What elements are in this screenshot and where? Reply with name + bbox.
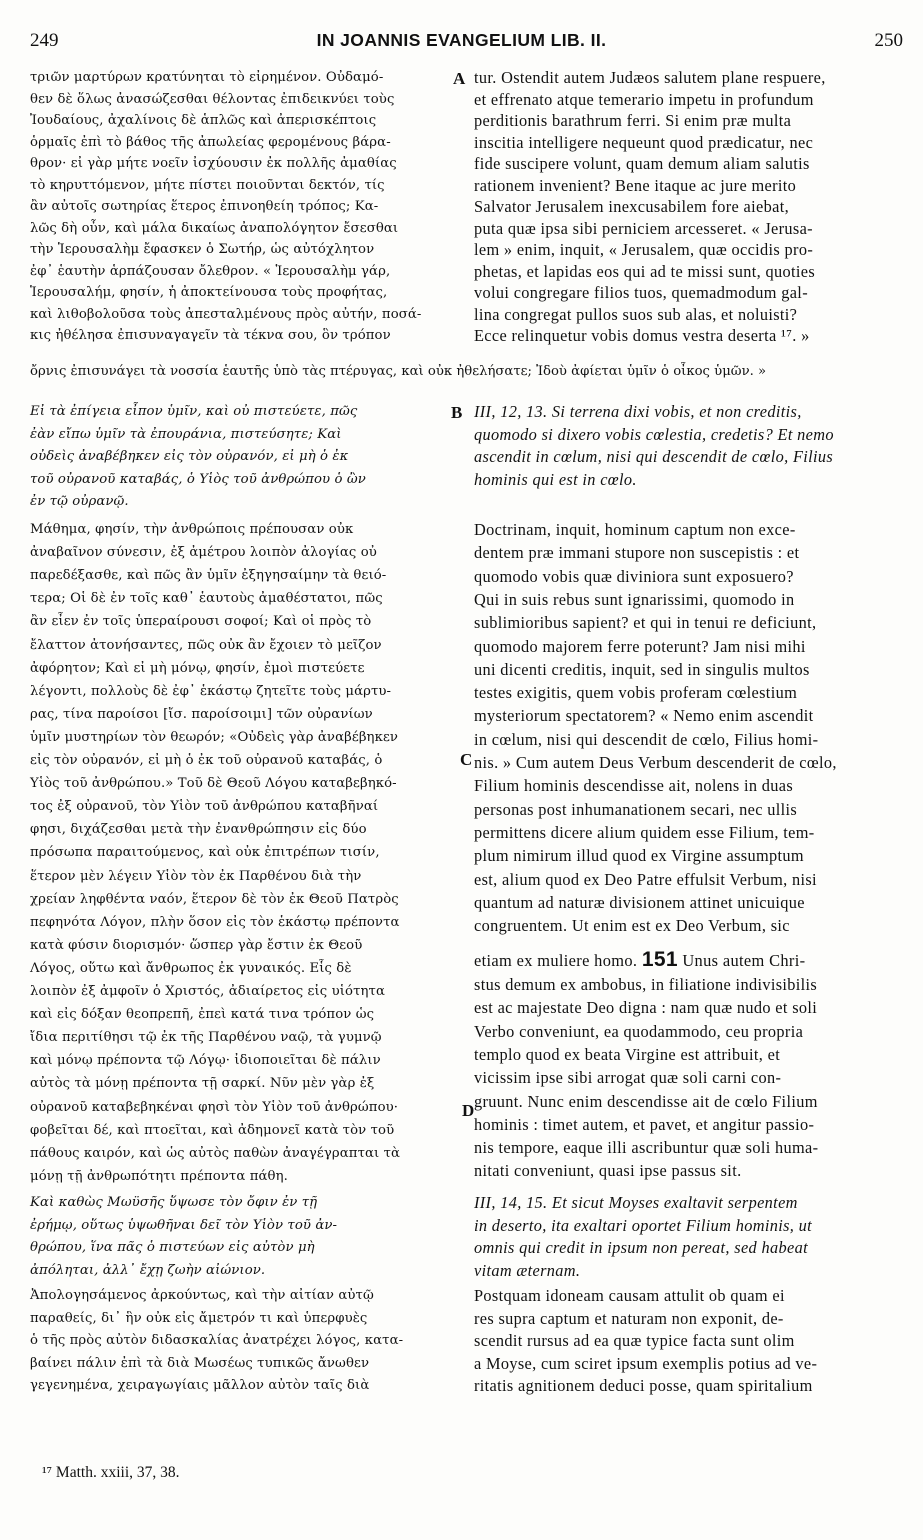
- latin-text-line: lem » enim, inquit, « Jerusalem, quæ occidis pro-: [474, 240, 814, 259]
- latin-text-line: Doctrinam, inquit, hominum captum non exce-: [474, 520, 796, 539]
- latin-text-line: Salvator Jerusalem inexcusabilem fore aiebat,: [474, 197, 790, 216]
- greek-text-line: θρον· εἰ γὰρ μήτε νοεῖν ἰσχύουσιν ἐκ πολλῆς ἀμαθίας: [30, 156, 397, 171]
- latin-text-line: Filium hominis descendisse ait, nolens in duas: [474, 776, 794, 796]
- latin-text-line: nis. » Cum autem Deus Verbum descenderit de cœlo,: [474, 753, 837, 772]
- latin-text-line: uni dicenti creditis, inquit, sed in singulis multos: [474, 659, 810, 679]
- latin-text-line: perditionis barathrum ferri. Si enim præ multa: [474, 111, 792, 130]
- latin-text-line: testes exigitis, quem vobis proferam cœlestium: [474, 683, 798, 703]
- greek-lemma-line: Εἰ τὰ ἐπίγεια εἶπον ὑμῖν, καὶ οὐ πιστεύετε, πῶς: [30, 404, 358, 419]
- full-width-line: ὄρνις ἐπισυνάγει τὰ νοσσία ἑαυτῆς ὑπὸ τὰς πτέρυγας, καὶ οὐκ ἠθελήσατε; Ἰδοὺ ἀφίεται ὑμῖν ὁ οἶκος ὑμῶν. »: [30, 364, 767, 379]
- latin-lemma-line: quomodo si dixero vobis cœlestia, credetis? Et nemo: [474, 424, 834, 444]
- greek-lemma-line: ἐὰν εἴπω ὑμῖν τὰ ἐπουράνια, πιστεύσητε; Καὶ: [30, 426, 342, 442]
- greek-text-line: ὁρμαῖς ἐπὶ τὸ βάθος τῆς ἀπωλείας φερομένους βάρα-: [30, 134, 391, 150]
- latin-text-line: vicissim ipse sibi arrogat quæ soli carni con-: [474, 1068, 782, 1088]
- running-title: IN JOANNIS EVANGELIUM LIB. II.: [316, 30, 607, 50]
- latin-lemma-line: ascendit in cœlum, nisi qui descendit de cœlo, Filius: [474, 447, 834, 466]
- latin-text-line: lina congregat pullos suos sub alas, et noluisti?: [474, 304, 798, 324]
- latin-text-line: phetas, et lapidas eos qui ad te missi sunt, quoties: [474, 261, 816, 281]
- margin-letter-a: A: [453, 69, 466, 88]
- greek-text-line: ἀφόρητον; Καὶ εἰ μὴ μόνῳ, φησίν, ἐμοὶ πιστεύετε: [30, 660, 365, 676]
- greek-text-line: καὶ εἰς δόξαν θεοπρεπῆ, ἐπεὶ κατά τινα τρόπον ὡς: [30, 1007, 375, 1023]
- latin-text-line: inscitia intelligere nequeunt quod prædicatur, nec: [474, 132, 814, 152]
- greek-text-line: γεγενημένα, χειραγωγίαις μᾶλλον αὐτὸν ταῖς διὰ: [30, 1378, 370, 1393]
- greek-lemma-line: οὐδεὶς ἀναβέβηκεν εἰς τὸν οὐρανόν, εἰ μὴ ὁ ἐκ: [30, 449, 349, 464]
- greek-text-line: φοβεῖται δέ, καὶ πτοεῖται, καὶ ἀδημονεῖ κατὰ τὸν τοῦ: [30, 1122, 395, 1138]
- latin-lemma-line: III, 12, 13. Si terrena dixi vobis, et non creditis,: [474, 402, 802, 421]
- greek-text-line: ἂν εἶεν ἐν τοῖς ὑπεραίρουσι σοφοί; Καὶ οἱ πρὸς τὸ: [30, 614, 372, 630]
- latin-text-line: quomodo majorem ferre poterunt? Jam nisi mihi: [474, 636, 806, 656]
- greek-text-line: φησι, διχάζεσθαι μετὰ τὴν ἐνανθρώπησιν εἰς δύο: [30, 822, 367, 838]
- latin-text-line: nis tempore, eaque illi ascribuntur quæ soli huma-: [474, 1138, 819, 1158]
- latin-text-line: nitati conveniunt, quasi ipse passus sit.: [474, 1161, 742, 1181]
- latin-text-line: plum nimirum illud quod ex Virgine assumptum: [474, 846, 804, 866]
- latin-text-line: in cœlum, nisi qui descendit de cœlo, Filius homi-: [474, 729, 819, 749]
- greek-text-line: λῶς δὴ οὖν, καὶ μάλα δικαίως ἀναπολόγητον ἔσεσθαι: [30, 220, 399, 236]
- greek-text-line: Ἱερουσαλήμ, φησίν, ἡ ἀποκτείνουσα τοὺς προφήτας,: [30, 285, 388, 300]
- latin-text-line: gruunt. Nunc enim descendisse ait de cœlo Filium: [474, 1091, 818, 1111]
- latin-text-line: ritatis agnitionem deduci posse, quam spiritalium: [474, 1376, 813, 1395]
- latin-text-line: mysteriorum spectatorem? « Nemo enim ascendit: [474, 706, 814, 726]
- latin-text-line: congruentem. Ut enim est ex Deo Verbum, sic: [474, 916, 790, 936]
- greek-text-line: τὸ κηρυττόμενον, μήτε πίστει ποιοῦνται δεκτόν, τίς: [30, 177, 385, 193]
- greek-text-line: χρείαν ληφθέντα ναόν, ἕτερον δὲ τὸν ἐκ Θεοῦ Πατρὸς: [30, 891, 399, 907]
- latin-lemma-line: III, 14, 15. Et sicut Moyses exaltavit serpentem: [474, 1193, 798, 1212]
- latin-text-line: rationem invenient? Bene itaque ac jure merito: [474, 175, 797, 195]
- greek-text-line: τος ἐξ οὐρανοῦ, τὸν Υἱὸν τοῦ ἀνθρώπου καταβῆναί: [30, 799, 379, 815]
- greek-text-line: παραθείς, δι᾽ ἣν οὐκ εἰς ἄμετρόν τι καὶ ὑπερφυὲς: [30, 1310, 368, 1326]
- footnote: ¹⁷ Matth. xxiii, 37, 38.: [42, 1464, 180, 1481]
- margin-letter-c: C: [460, 750, 473, 769]
- latin-text-line: quantum ad naturæ divisionem attinet unicuique: [474, 892, 805, 912]
- latin-text-line: templo quod ex beata Virgine est attribuit, et: [474, 1044, 781, 1064]
- latin-text-line: puta quæ ipsa sibi perniciem arcesseret. « Jerusa-: [474, 218, 813, 238]
- latin-text-line: scendit rursus ad ea quæ typice facta sunt olim: [474, 1331, 795, 1350]
- latin-text-line: tur. Ostendit autem Judæos salutem plane respuere,: [474, 68, 826, 87]
- greek-text-line: κατὰ φύσιν διορισμόν· ὥσπερ γὰρ ἔστιν ἐκ Θεοῦ: [30, 937, 363, 953]
- latin-text-line: stus demum ex ambobus, in filiatione indivisibilis: [474, 975, 818, 994]
- latin-text-line: Qui in suis rebus sunt ignarissimi, quomodo in: [474, 589, 795, 609]
- greek-text-line: Μάθημα, φησίν, τὴν ἀνθρώποις πρέπουσαν οὐκ: [30, 522, 354, 537]
- greek-text-line: λοιπὸν ἐξ ἀμφοῖν ὁ Χριστός, ἀδιαίρετος εἰς υἱότητα: [30, 984, 386, 999]
- latin-text-line: hominis : timet autem, et pavet, et angitur passio-: [474, 1114, 815, 1134]
- greek-text-line: Υἱὸς τοῦ ἀνθρώπου.» Τοῦ δὲ Θεοῦ Λόγου καταβεβηκό-: [30, 776, 397, 792]
- greek-text-line: ἴδια περιτίθησι τῷ ἐκ τῆς Παρθένου ναῷ, τὰ γυμνῷ: [30, 1030, 382, 1046]
- margin-letter-d: D: [462, 1101, 475, 1120]
- greek-text-line: ἂν αὐτοῖς σωτηρίας ἕτερος ἐπινοηθείη τρόπος; Κα-: [30, 199, 379, 214]
- greek-text-line: Λόγος, οὕτω καὶ ἄνθρωπος ἐκ γυναικός. Εἷς δὲ: [30, 960, 352, 976]
- greek-text-line: ρας, τίνα παροίσοι [ἴσ. παροίσοιμι] τῶν οὐρανίων: [30, 706, 373, 722]
- greek-text-line: αὐτὸς τὰ μόνῃ πρέποντα τῇ σαρκί. Νῦν μὲν γὰρ ἐξ: [30, 1076, 375, 1092]
- greek-text-line: ὑμῖν μυστηρίων τὸν θεωρόν; «Οὐδεὶς γὰρ ἀναβέβηκεν: [30, 729, 399, 745]
- greek-text-line: πρόσωπα παραιτούμενος, καὶ οὐκ ἐπιτρέπων τισίν,: [30, 845, 380, 861]
- greek-text-line: ἔλαττον ἀτονήσαντες, πῶς οὐκ ἂν ἔχοιεν τὸ μεῖζον: [30, 637, 382, 653]
- latin-text-line: volui congregare filios tuos, quemadmodum gal-: [474, 283, 808, 302]
- greek-text-line: Ἀπολογησάμενος ἀρκούντως, καὶ τὴν αἰτίαν αὐτῷ: [30, 1288, 374, 1303]
- greek-text-line: πάθους καιρόν, καὶ ὡς αὐτὸς παθὼν ἀναγέγραπται τὰ: [30, 1145, 401, 1161]
- greek-text-line: ἕτερον μὲν λέγειν Υἱὸν τὸν ἐκ Παρθένου διὰ τὴν: [30, 868, 362, 884]
- greek-lemma-line: τοῦ οὐρανοῦ καταβάς, ὁ Υἱὸς τοῦ ἀνθρώπου ὁ ὢν: [30, 471, 366, 487]
- latin-text-line: Postquam idoneam causam attulit ob quam ei: [474, 1286, 785, 1305]
- greek-text-line: τριῶν μαρτύρων κρατύνηται τὸ εἰρημένον. Οὐδαμό-: [30, 70, 384, 85]
- greek-text-line: ὁ τῆς πρὸς αὐτὸν διδασκαλίας ἀνατρέχει λόγος, κατα-: [30, 1333, 404, 1348]
- latin-text-before-marker: etiam ex muliere homo.: [474, 951, 638, 970]
- greek-lemma-line: Καὶ καθὼς Μωϋσῆς ὕψωσε τὸν ὄφιν ἐν τῇ: [30, 1195, 318, 1210]
- latin-lemma-line: hominis qui est in cœlo.: [474, 469, 637, 489]
- greek-text-line: οὐρανοῦ καταβεβηκέναι φησὶ τὸν Υἱὸν τοῦ ἀνθρώπου·: [30, 1099, 399, 1115]
- latin-text-line: Ecce relinquetur vobis domus vestra deserta ¹⁷. »: [474, 326, 810, 345]
- greek-text-line: τὴν Ἱερουσαλὴμ ἔφασκεν ὁ Σωτήρ, ὡς αὐτόχλητον: [30, 242, 375, 257]
- latin-text-line: quomodo vobis quæ diviniora sunt exposuero?: [474, 566, 794, 586]
- greek-text-line: θεν δὲ ὅλως ἀνασώζεσθαι θέλοντας ἐπιδεικνύει τοὺς: [30, 91, 395, 107]
- greek-text-line: καὶ μόνῳ πρέποντα τῷ Λόγῳ· ἰδιοποιεῖται δὲ πάλιν: [30, 1053, 381, 1069]
- latin-text-line: personas post inhumanationem secari, nec ullis: [474, 799, 798, 819]
- latin-line-column-marker: [474, 950, 904, 971]
- column-number: 151: [641, 948, 678, 971]
- latin-lemma-line: in deserto, ita exaltari oportet Filium hominis, ut: [474, 1215, 813, 1235]
- greek-text-line: παρεδέξασθε, καὶ πῶς ἂν ὑμῖν ἐξηγησαίμην τὰ θειό-: [30, 568, 387, 584]
- latin-text-line: Verbo conveniunt, ea quodammodo, ceu propria: [474, 1021, 804, 1041]
- greek-text-line: εἰς τὸν οὐρανόν, εἰ μὴ ὁ ἐκ τοῦ οὐρανοῦ καταβάς, ὁ: [30, 753, 383, 768]
- latin-lemma-line: vitam æternam.: [474, 1260, 581, 1280]
- latin-text-line: permittens dicere alium quidem esse Filium, tem-: [474, 822, 815, 842]
- greek-text-line: λέγοντι, πολλοὺς δὲ ἐφ᾽ ἑκάστῳ ζητεῖτε τοὺς μάρτυ-: [30, 683, 392, 699]
- greek-text-line: βαίνει πάλιν ἐπὶ τὰ διὰ Μωσέως τυπικῶς ἄνωθεν: [30, 1355, 370, 1371]
- latin-text-line: dentem præ immani stupore non suscepistis : et: [474, 543, 800, 563]
- page-number-right: 250: [874, 30, 903, 51]
- greek-lemma-line: ἐρήμῳ, οὕτως ὑψωθῆναι δεῖ τὸν Υἱὸν τοῦ ἀν-: [30, 1217, 338, 1233]
- greek-lemma-line: θρώπου, ἵνα πᾶς ὁ πιστεύων εἰς αὐτὸν μὴ: [30, 1240, 315, 1255]
- latin-lemma-line: omnis qui credit in ipsum non pereat, sed habeat: [474, 1238, 808, 1257]
- greek-text-line: Ἰουδαίους, ἀχαλίνοις δὲ ἁπλῶς καὶ ἀπερισκέπτοις: [30, 113, 377, 128]
- latin-text-line: et effrenato atque temerario impetu in profundum: [474, 89, 814, 109]
- greek-text-line: πεφηνότα Λόγον, πλὴν ὅσον εἰς τὸν ἑκάστῳ πρέποντα: [30, 914, 400, 930]
- greek-text-line: ἐφ᾽ ἑαυτὴν ἁρπάζουσαν ὄλεθρον. « Ἱερουσαλὴμ γάρ,: [30, 263, 391, 279]
- latin-text-line: sublimioribus sapient? et qui in tenui re deficiunt,: [474, 613, 817, 633]
- latin-text-line: est ac majestate Deo digna : nam quæ nudo et soli: [474, 998, 818, 1018]
- latin-text-after-marker: Unus autem Chri-: [682, 951, 806, 970]
- greek-text-line: ἀναβαῖνον σύνεσιν, ἐξ ἀμέτρου λοιπὸν ἀλογίας οὐ: [30, 545, 377, 561]
- margin-letter-b: B: [451, 403, 463, 422]
- latin-text-line: fide suscipere volunt, quam demum aliam salutis: [474, 154, 810, 173]
- greek-text-line: κις ἠθέλησα ἐπισυναγαγεῖν τὰ τέκνα σου, ὃν τρόπον: [30, 328, 391, 343]
- greek-text-line: τερα; Οἱ δὲ ἐν τοῖς καθ᾽ ἑαυτοὺς ἀμαθέστατοι, πῶς: [30, 591, 383, 607]
- latin-text-line: est, alium quod ex Deo Patre effulsit Verbum, nisi: [474, 869, 817, 889]
- latin-text-line: a Moyse, cum sciret ipsum exemplis potius ad ve-: [474, 1353, 818, 1373]
- latin-text-line: res supra captum et naturam non exponit, de-: [474, 1308, 784, 1328]
- page-number-left: 249: [30, 30, 59, 51]
- greek-lemma-line: ἀπόληται, ἀλλ᾽ ἔχῃ ζωὴν αἰώνιον.: [30, 1262, 266, 1278]
- greek-text-line: μόνῃ τῇ ἀνθρωπότητι πρέποντα πάθη.: [30, 1168, 288, 1184]
- greek-text-line: καὶ λιθοβολοῦσα τοὺς ἀπεσταλμένους πρὸς αὐτήν, ποσά-: [30, 306, 422, 322]
- greek-lemma-line: ἐν τῷ οὐρανῷ.: [30, 494, 129, 509]
- page-header: [0, 30, 923, 60]
